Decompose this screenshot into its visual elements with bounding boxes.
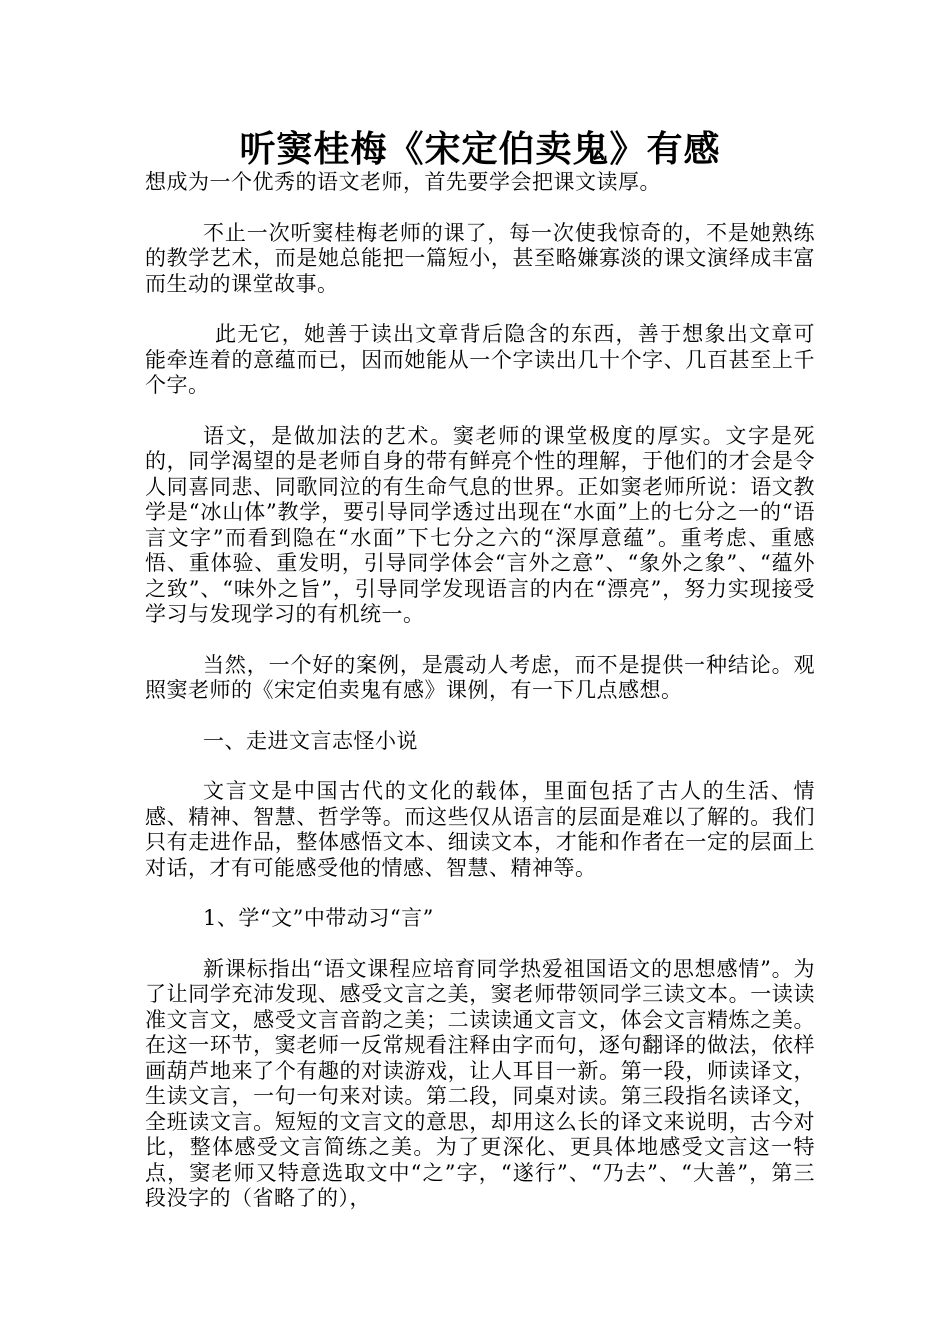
subsection-heading-1: 1、学“文”中带动习“言” [203,906,434,930]
paragraph-2: 不止一次听窦桂梅老师的课了，每一次使我惊奇的，不是她熟练的教学艺术，而是她总能把一篇短小，甚至略嫌寡淡的课文演绎成丰富而生动的课堂故事。 [145,220,815,296]
paragraph-gap [145,881,815,906]
paragraph-gap [145,297,815,322]
paragraph-7: 新课标指出“语文课程应培育同学热爱祖国语文的思想感情”。为了让同学充沛发现、感受文言之美，窦老师带领同学三读文本。一读读准文言文，感受文言音韵之美；二读读通文言文，体会文言精炼之美。在这一环节，窦老师一反常规看注释由字而句，逐句翻译的做法，依样画葫芦地来了个有趣的对读游戏，让人耳目一新。第一段，师读译文，生读文言，一句一句来对读。第二段，同桌对读。第三段指名读译文，全班读文言。短短的文言文的意思，却用这么长的译文来说明，古今对比，整体感受文言简练之美。为了更深化、更具体地感受文言这一特点，窦老师又特意选取文中“之”字，“遂行”、“乃去”、“大善”，第三段没字的（省略了的）， [145,956,815,1210]
paragraph-6: 文言文是中国古代的文化的载体，里面包括了古人的生活、情感、精神、智慧、哲学等。而这些仅从语言的层面是难以了解的。我们只有走进作品，整体感悟文本、细读文本，才能和作者在一定的层面上对话，才有可能感受他的情感、智慧、精神等。 [145,779,815,880]
section-heading-1: 一、走进文言志怪小说 [203,728,418,753]
paragraph-gap [145,628,815,653]
paragraph-gap [145,196,815,221]
paragraph-4: 语文，是做加法的艺术。窦老师的课堂极度的厚实。文字是死的，同学渴望的是老师自身的带有鲜亮个性的理解，于他们的才会是令人同喜同悲、同歌同泣的有生命气息的世界。正如窦老师所说：语文教学是“冰山体”教学，要引导同学透过出现在“水面”上的七分之一的“语言文字”而看到隐在“水面”下七分之六的“深厚意蕴”。重考虑、重感悟、重体验、重发明，引导同学体会“言外之意”、“象外之象”、“蕴外之致”、“味外之旨”，引导同学发现语言的内在“漂亮”，努力实现接受学习与发现学习的有机统一。 [145,423,815,626]
document-page [145,126,815,1212]
paragraph-5: 当然，一个好的案例，是震动人考虑，而不是提供一种结论。观照窦老师的《宋定伯卖鬼有感》课例，有一下几点感想。 [145,652,815,702]
paragraph-1: 想成为一个优秀的语文老师，首先要学会把课文读厚。 [145,170,661,194]
paragraph-gap [145,754,815,779]
paragraph-gap [145,399,815,424]
document-title: 听窦桂梅《宋定伯卖鬼》有感 [239,129,721,170]
paragraph-gap [145,704,815,729]
paragraph-gap [145,932,815,957]
paragraph-3: 此无它，她善于读出文章背后隐含的东西，善于想象出文章可能牵连着的意蕴而已，因而她能从一个字读出几十个字、几百甚至上千个字。 [145,322,815,397]
